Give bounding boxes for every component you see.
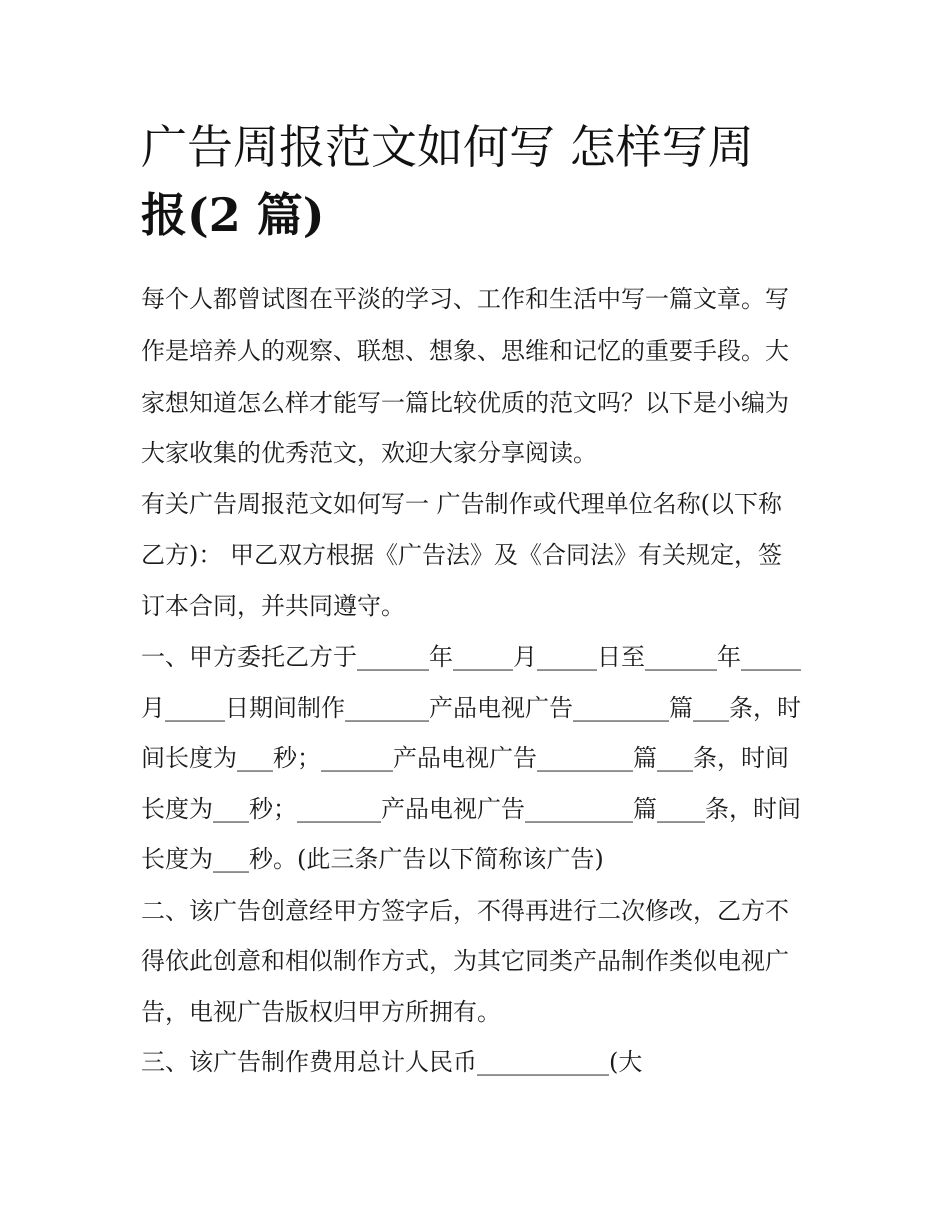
text-line: 订本合同，并共同遵守。 [141, 592, 405, 620]
text-line: 一、甲方委托乙方于______年_____月_____日至______年_____ [141, 643, 801, 671]
text-line: 月_____日期间制作_______产品电视广告________篇___条，时 [141, 694, 801, 722]
text-line: 得依此创意和相似制作方式，为其它同类产品制作类似电视广 [141, 947, 789, 975]
text-line: 有关广告周报范文如何写一 广告制作或代理单位名称(以下称 [141, 490, 782, 518]
text-line: 三、该广告制作费用总计人民币___________(大 [141, 1048, 643, 1076]
text-line: 作是培养人的观察、联想、想象、思维和记忆的重要手段。大 [141, 337, 789, 365]
text-line: 二、该广告创意经甲方签字后，不得再进行二次修改，乙方不 [141, 897, 789, 925]
text-line: 长度为___秒。(此三条广告以下简称该广告) [141, 845, 604, 873]
text-line: 家想知道怎么样才能写一篇比较优质的范文吗？以下是小编为 [141, 389, 789, 417]
text-line: 大家收集的优秀范文，欢迎大家分享阅读。 [141, 439, 597, 467]
text-line: 告，电视广告版权归甲方所拥有。 [141, 998, 501, 1026]
title-line-2: 报(2 篇) [141, 188, 325, 242]
text-line: 每个人都曾试图在平淡的学习、工作和生活中写一篇文章。写 [141, 285, 789, 313]
page-title [141, 113, 821, 249]
title-line-1: 广告周报范文如何写 怎样写周 [141, 120, 754, 174]
text-line: 长度为___秒；_______产品电视广告_________篇____条，时间 [141, 795, 801, 823]
text-line: 乙方)： 甲乙双方根据《广告法》及《合同法》有关规定，签 [141, 541, 782, 569]
text-line: 间长度为___秒；______产品电视广告________篇___条，时间 [141, 744, 789, 772]
